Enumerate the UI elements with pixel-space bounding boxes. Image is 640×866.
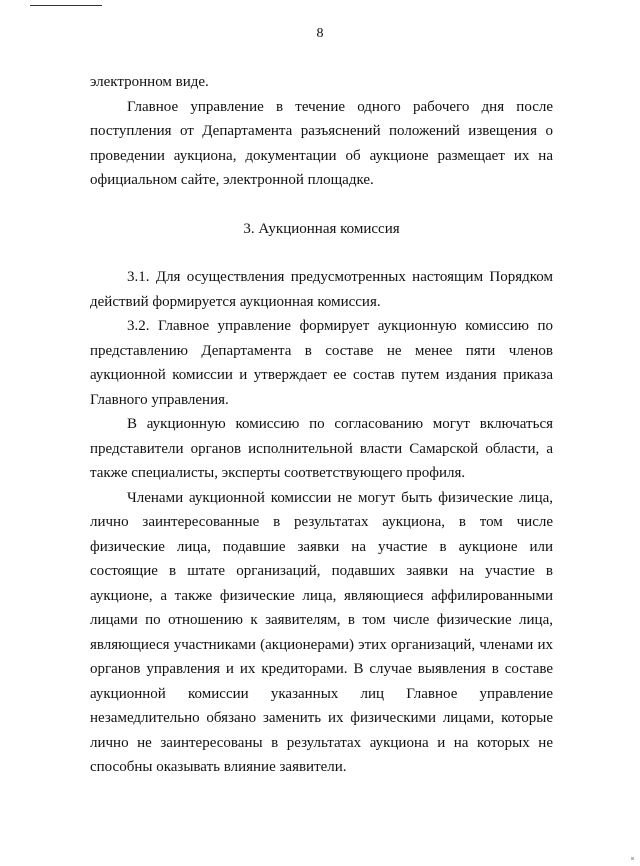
document-body bbox=[90, 70, 553, 780]
paragraph-3-2: 3.2. Главное управление формирует аукционную комиссию по представлению Департамента в составе не менее пяти членов аукционной комиссии и утверждает ее состав путем издания приказа Главного управления. bbox=[90, 318, 553, 408]
paragraph-publication: Главное управление в течение одного рабочего дня после поступления от Департамента разъяснений положений извещения о проведении аукциона, документации об аукционе размещает их на официальном сайте, электронной площадке. bbox=[90, 98, 553, 188]
paragraph-representatives: В аукционную комиссию по согласованию могут включаться представители органов исполнительной власти Самарской области, а также специалисты, эксперты соответствующего профиля. bbox=[90, 416, 553, 481]
paragraph-members-restrictions: Членами аукционной комиссии не могут быть физические лица, лично заинтересованные в результатах аукциона, в том числе физические лица, подавшие заявки на участие в аукционе или состоящие в штате организаций, подавших заявки на участие в аукционе, а также физические лица, являющиеся аффилированными лицами по отношению к заявителям, в том числе физические лица, являющиеся участниками (акционерами) этих организаций, членами их органов управления и их кредиторами. В случае выявления в составе аукционной комиссии указанных лиц Главное управление незамедлительно обязано заменить их физическими лицами, которые лично не заинтересованы в результатах аукциона и на которых не способны оказывать влияние заявители. bbox=[90, 489, 553, 775]
header-rule bbox=[30, 5, 102, 6]
section-heading: 3. Аукционная комиссия bbox=[243, 220, 400, 237]
scan-mark bbox=[631, 857, 634, 860]
paragraph-3-1: 3.1. Для осуществления предусмотренных настоящим Порядком действий формируется аукционная комиссия. bbox=[90, 269, 553, 310]
page-number: 8 bbox=[316, 26, 324, 41]
paragraph-continuation: электронном виде. bbox=[90, 74, 209, 90]
